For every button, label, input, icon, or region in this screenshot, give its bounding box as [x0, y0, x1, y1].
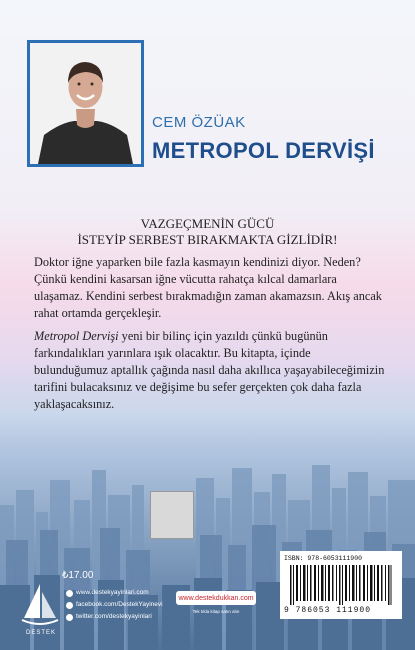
publisher-name: DESTEK [25, 630, 56, 636]
price-sticker [150, 491, 194, 539]
isbn-label: ISBN: 978-6053111900 [284, 555, 363, 562]
globe-icon [66, 590, 73, 597]
tagline-line-2: İSTEYİP SERBEST BIRAKMAKTA GİZLİDİR! [77, 232, 338, 247]
blurb [34, 254, 386, 419]
publisher-links [66, 587, 163, 623]
facebook-icon [66, 602, 73, 609]
author-portrait-image [30, 43, 141, 164]
barcode-number: 9 786053 111900 [284, 606, 372, 615]
tagline-line-1: VAZGEÇMENİN GÜCÜ [140, 216, 275, 231]
twitter-icon [66, 614, 73, 621]
barcode-icon [290, 565, 392, 605]
barcode-panel [280, 551, 402, 619]
price-label [62, 570, 93, 581]
blurb-paragraph-2-text: yeni bir bilinç için yazıldı çünkü bugünün farkındalıkları yarınlara ışık olacaktır. Bu kitapta, içinde bulunduğumuz aptallık çağında nasıl daha akıllıca yaşayabileceğimizin tarifini bulacaksınız ve değişime bu sefer gerçekten çok daha fazla yaklaşacaksınız. [34, 329, 385, 411]
website-link[interactable]: www.destekyayinlari.com [66, 587, 163, 599]
shop-url-caption: Tek tıkla kitap satın alın [192, 609, 240, 614]
book-title: METROPOL DERVİŞİ [152, 138, 375, 163]
price-value: 17.00 [68, 570, 94, 581]
author-photo [27, 40, 144, 167]
author-name: CEM ÖZÜAK [152, 114, 246, 131]
facebook-link[interactable]: facebook.com/DestekYayinevi [66, 599, 163, 611]
blurb-book-title: Metropol Dervişi [34, 329, 119, 343]
twitter-link[interactable]: twitter.com/destekyayinlari [66, 611, 163, 623]
lira-symbol: ₺ [62, 570, 69, 581]
blurb-paragraph-1: Doktor iğne yaparken bile fazla kasmayın kendinizi diyor. Neden? Çünkü kendini kasarsan iğne vücutta rahatça kılcal damarlara ulaşamaz. Kendini serbest bırakmadığın zaman akamazsın. Akış ancak rahat ortamda gerçekleşir. [34, 255, 382, 320]
shop-url-bar[interactable]: www.destekdukkan.com [176, 591, 256, 605]
publisher-logo-icon [20, 582, 60, 628]
blurb-paragraph-2 [34, 328, 386, 413]
